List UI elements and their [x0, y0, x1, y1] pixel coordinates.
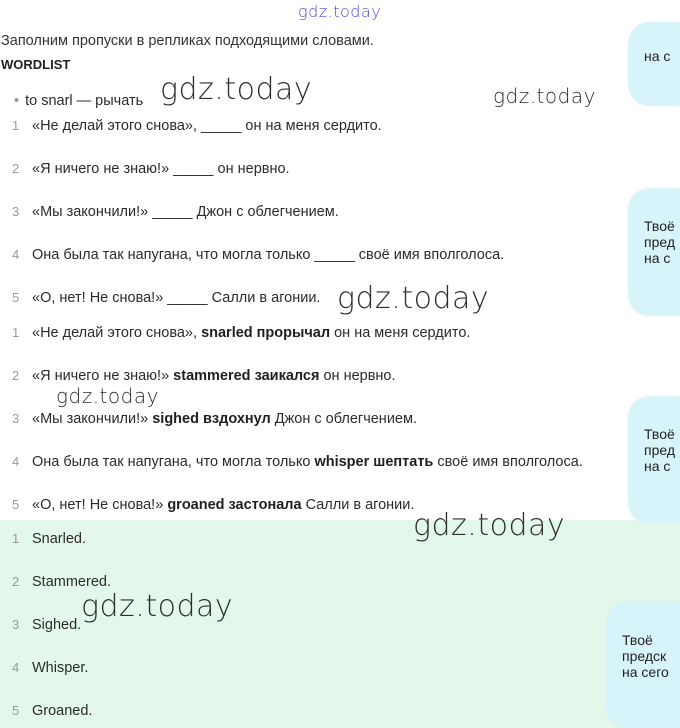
row-number: 4 — [12, 454, 20, 469]
row-number: 5 — [12, 497, 20, 512]
answers-section — [0, 520, 680, 728]
bubble-line: пред — [644, 234, 676, 250]
watermark: gdz.today — [493, 84, 596, 108]
answer-word: snarled прорычал — [201, 325, 331, 341]
row-text: Whisper. — [32, 660, 89, 676]
row-number: 2 — [12, 574, 20, 589]
answer-word: groaned застонала — [167, 497, 302, 513]
row-text: «О, нет! Не снова!» — [32, 497, 168, 513]
watermark: gdz.today — [81, 589, 234, 624]
row-number: 3 — [12, 617, 20, 632]
exercise-row — [12, 204, 339, 220]
row-text: «Не делай этого снова», — [32, 325, 202, 341]
bubble-line: Твоё — [622, 632, 653, 648]
promo-bubble[interactable] — [628, 188, 680, 316]
watermark-top: gdz.today — [298, 2, 382, 21]
bubble-line: Твоё — [644, 218, 675, 234]
row-number: 5 — [12, 290, 20, 305]
bubble-line: на с — [644, 458, 671, 474]
answer-word: whisper шептать — [314, 454, 434, 470]
row-text: Groaned. — [32, 703, 93, 719]
answer-word: sighed вздохнул — [152, 411, 271, 427]
bubble-line: Твоё — [644, 426, 675, 442]
row-text: «Я ничего не знаю!» — [32, 368, 174, 384]
exercise-row — [12, 247, 504, 263]
answer-row — [12, 703, 92, 719]
row-text: Салли в агонии. — [301, 497, 415, 513]
row-text: Sighed. — [32, 617, 82, 633]
watermark: gdz.today — [413, 508, 566, 543]
row-text: Она была так напугана, что могла только — [32, 454, 315, 470]
bubble-line: на сего — [622, 664, 669, 680]
row-text: он нервно. — [319, 368, 396, 384]
promo-bubble[interactable] — [628, 22, 680, 106]
row-number: 2 — [12, 368, 20, 383]
watermark: gdz.today — [160, 72, 313, 107]
promo-bubble[interactable] — [628, 396, 680, 524]
promo-bubble[interactable] — [606, 602, 680, 728]
exercise-row — [12, 290, 320, 306]
bubble-line: предск — [622, 648, 667, 664]
wordlist-item-text: to snarl — рычать — [25, 93, 144, 109]
filled-row — [12, 454, 583, 470]
row-text: «Не делай этого снова», _____ он на меня сердито. — [32, 118, 382, 134]
exercise-row — [12, 161, 290, 177]
bubble-line: пред — [644, 442, 676, 458]
answer-row — [12, 660, 88, 676]
watermark: gdz.today — [337, 281, 490, 316]
row-text: «Мы закончили!» _____ Джон с облегчением. — [32, 204, 339, 220]
row-text: «Мы закончили!» — [32, 411, 153, 427]
answer-row — [12, 531, 86, 547]
row-number: 3 — [12, 411, 20, 426]
filled-row — [12, 497, 414, 513]
row-number: 1 — [12, 118, 20, 133]
row-text: «Я ничего не знаю!» _____ он нервно. — [32, 161, 290, 177]
row-text: Она была так напугана, что могла только _____ своё имя вполголоса. — [32, 247, 505, 263]
bubble-line: на с — [644, 250, 671, 266]
bubble-line: на с — [644, 48, 671, 64]
filled-row — [12, 325, 470, 341]
row-number: 4 — [12, 660, 20, 675]
wordlist-item — [14, 93, 143, 109]
row-text: Snarled. — [32, 531, 87, 547]
row-number: 2 — [12, 161, 20, 176]
row-text: он на меня сердито. — [330, 325, 471, 341]
answer-row — [12, 574, 111, 590]
wordlist-title: WORDLIST — [1, 57, 71, 72]
filled-row — [12, 368, 396, 384]
row-number: 1 — [12, 531, 20, 546]
answer-row — [12, 617, 81, 633]
exercise-row — [12, 118, 382, 134]
answer-word: stammered заикался — [173, 368, 320, 384]
row-text: Stammered. — [32, 574, 111, 590]
row-number: 5 — [12, 703, 20, 718]
row-number: 1 — [12, 325, 20, 340]
instruction-text: Заполним пропуски в репликах подходящими словами. — [1, 33, 374, 49]
bullet-icon: • — [14, 93, 20, 109]
row-number: 3 — [12, 204, 20, 219]
row-number: 4 — [12, 247, 20, 262]
filled-row — [12, 411, 417, 427]
row-text: Джон с облегчением. — [270, 411, 417, 427]
row-text: «О, нет! Не снова!» _____ Салли в агонии. — [32, 290, 321, 306]
row-text: своё имя вполголоса. — [433, 454, 583, 470]
watermark: gdz.today — [56, 384, 159, 408]
